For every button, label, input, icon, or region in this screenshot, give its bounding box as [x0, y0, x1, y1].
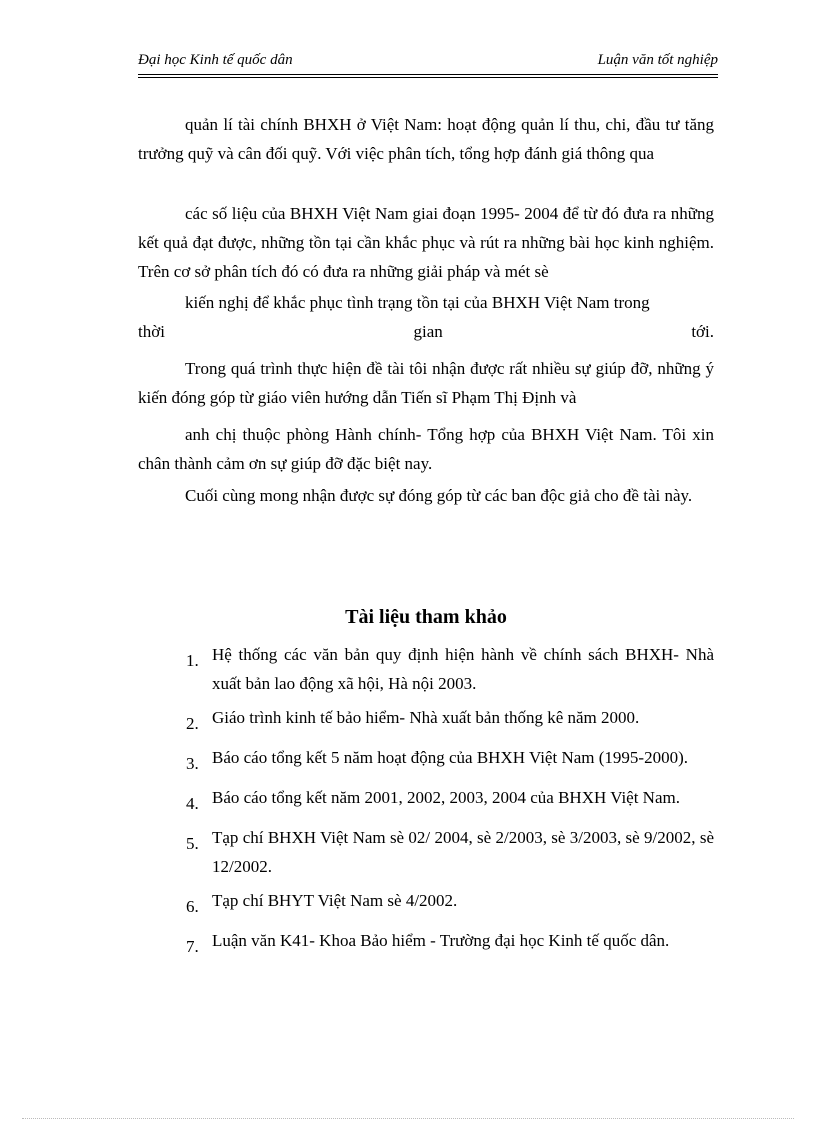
reference-item	[186, 703, 714, 738]
reference-text: Giáo trình kinh tế bảo hiểm- Nhà xuất bản thống kê năm 2000.	[212, 708, 640, 727]
reference-text: Tạp chí BHXH Việt Nam sè 02/ 2004, sè 2/2003, sè 3/2003, sè 9/2002, sè 12/2002.	[212, 828, 714, 876]
paragraph-6-text: Cuối cùng mong nhận được sự đóng góp từ các ban độc giả cho đề tài này.	[185, 486, 693, 505]
paragraph-1-text: quản lí tài chính BHXH ở Việt Nam: hoạt động quản lí thu, chi, đầu tư tăng trưởng quỹ và cân đối quỹ. Với việc phân tích, tổng hợp đánh giá thông qua	[138, 115, 714, 163]
paragraph-6	[138, 481, 714, 510]
paragraph-4-text: Trong quá trình thực hiện đề tài tôi nhận được rất nhiều sự giúp đỡ, những ý kiến đóng góp từ giáo viên hướng dẫn Tiến sĩ Phạm Thị Định và	[138, 359, 714, 407]
reference-text: Tạp chí BHYT Việt Nam sè 4/2002.	[212, 891, 458, 910]
header-thesis-label: Luận văn tốt nghiệp	[597, 52, 718, 68]
paragraph-4	[138, 354, 714, 412]
paragraph-2-text: các số liệu của BHXH Việt Nam giai đoạn 1995- 2004 để từ đó đưa ra những kết quả đạt được, những tồn tại cần khắc phục và rút ra những bài học kinh nghiệm. Trên cơ sở phân tích đó có đưa ra những giải pháp và mét sè	[138, 204, 714, 281]
reference-number: 7.	[186, 937, 199, 956]
reference-item	[186, 640, 714, 698]
reference-text: Báo cáo tổng kết 5 năm hoạt động của BHXH Việt Nam (1995-2000).	[212, 748, 688, 767]
reference-number: 1.	[186, 651, 199, 670]
references-list	[186, 640, 714, 966]
reference-number: 2.	[186, 714, 199, 733]
reference-item	[186, 823, 714, 881]
page-header	[138, 50, 718, 75]
page-bottom-border	[22, 1118, 794, 1119]
paragraph-3-word-2: gian	[413, 322, 443, 341]
reference-text: Luận văn K41- Khoa Bảo hiểm - Trường đại học Kinh tế quốc dân.	[212, 931, 670, 950]
reference-text: Báo cáo tổng kết năm 2001, 2002, 2003, 2004 của BHXH Việt Nam.	[212, 788, 680, 807]
paragraph-5	[138, 420, 714, 478]
reference-item	[186, 886, 714, 921]
reference-item	[186, 926, 714, 961]
paragraph-3	[138, 288, 714, 346]
header-university: Đại học Kinh tế quốc dân	[138, 52, 293, 68]
reference-number: 6.	[186, 897, 199, 916]
paragraph-3-word-3: tới.	[691, 322, 714, 341]
paragraph-1	[138, 110, 714, 168]
paragraph-3-word-1: thời	[138, 322, 165, 341]
reference-item	[186, 783, 714, 818]
paragraph-2	[138, 199, 714, 286]
reference-item	[186, 743, 714, 778]
reference-number: 3.	[186, 754, 199, 773]
reference-number: 5.	[186, 834, 199, 853]
reference-text: Hệ thống các văn bản quy định hiện hành về chính sách BHXH- Nhà xuất bản lao động xã hội, Hà nội 2003.	[212, 645, 714, 693]
paragraph-3-line-2	[138, 317, 714, 346]
references-title: Tài liệu tham khảo	[345, 606, 507, 628]
reference-number: 4.	[186, 794, 199, 813]
header-rule	[138, 77, 718, 78]
paragraph-3-line-1: kiến nghị để khắc phục tình trạng tồn tại của BHXH Việt Nam trong	[185, 293, 650, 312]
paragraph-5-text: anh chị thuộc phòng Hành chính- Tổng hợp của BHXH Việt Nam. Tôi xin chân thành cảm ơn sự giúp đỡ đặc biệt nay.	[138, 425, 714, 473]
